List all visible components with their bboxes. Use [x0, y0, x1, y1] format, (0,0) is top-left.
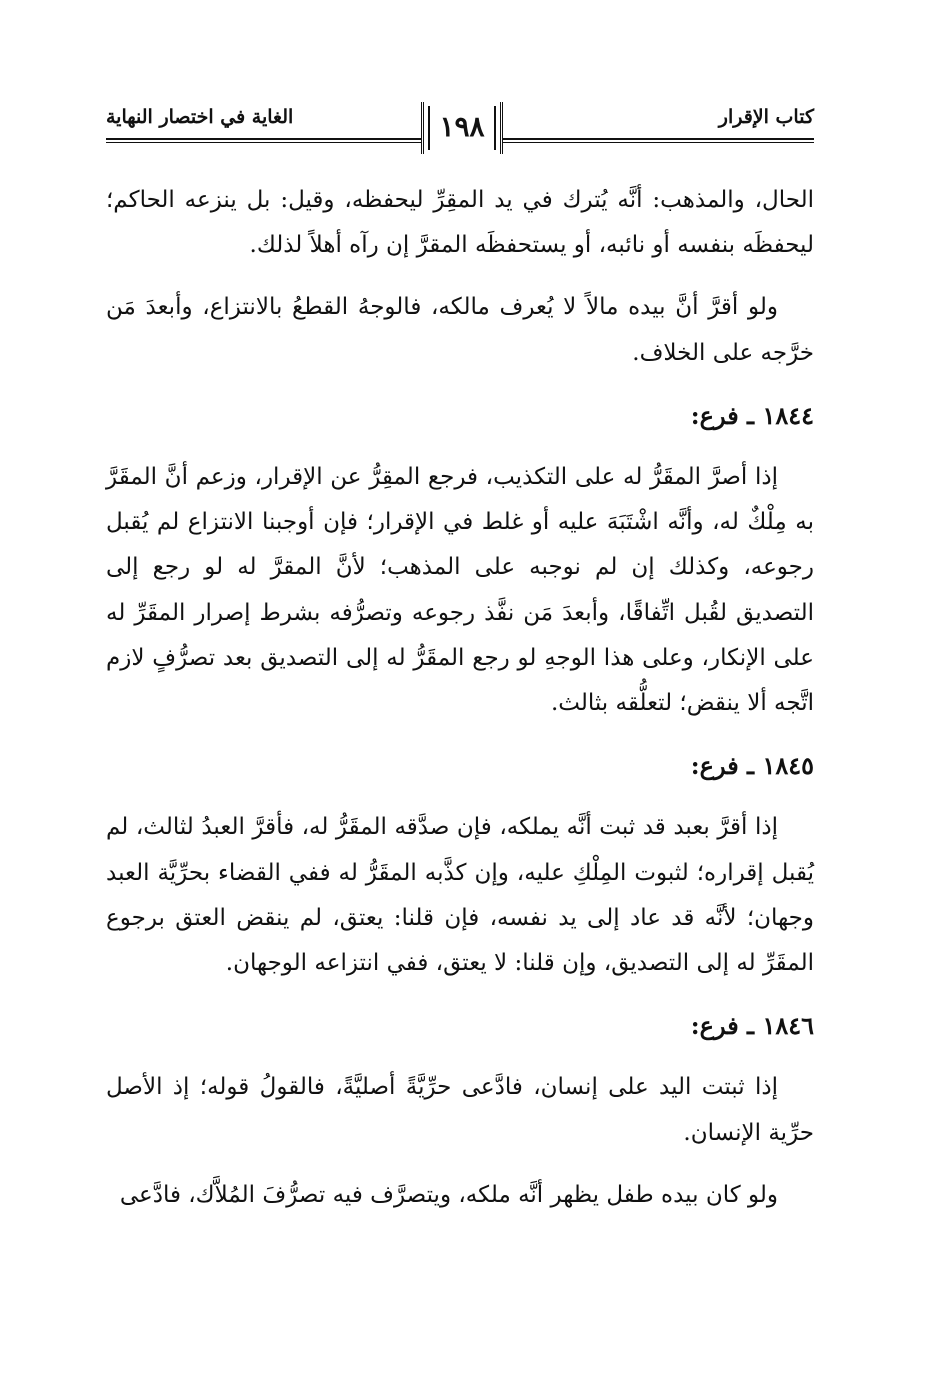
chapter-title: كتاب الإقرار [718, 106, 814, 128]
paragraph-5: إذا ثبتت اليد على إنسان، فادَّعى حرِّيَّةً أصليَّةً، فالقولُ قوله؛ إذ الأصل حرِّية الإنسان. [106, 1074, 814, 1146]
branch-heading-1844: ١٨٤٤ ـ فرع: [690, 400, 814, 430]
page-header [106, 100, 814, 160]
book-title: الغاية في اختصار النهاية [106, 106, 294, 128]
page-body [106, 178, 814, 1235]
branch-heading-1845: ١٨٤٥ ـ فرع: [690, 751, 814, 781]
paragraph-4: إذا أقرَّ بعبد قد ثبت أنَّه يملكه، فإن صدَّقه المقَرُّ له، فأقرَّ العبدُ لثالث، لم يُقبل إقراره؛ لثبوت المِلْكِ عليه، وإن كذَّبه المقَرُّ له ففي القضاء بحرِّيَّة العبد وجهان؛ لأنَّه قد عاد إلى يد نفسه، فإن قلنا: يعتق، لم ينقض العتق برجوع المقَرِّ له إلى التصديق، وإن قلنا: لا يعتق، ففي انتزاعه الوجهان. [106, 814, 814, 977]
page-number-frame [421, 102, 503, 154]
branch-heading-1846: ١٨٤٦ ـ فرع: [690, 1011, 814, 1041]
paragraph-2: ولو أقرَّ أنَّ بيده مالاً لا يُعرف مالكه، فالوجهُ القطعُ بالانتزاع، وأبعدَ مَن خرَّجه على الخلاف. [106, 294, 814, 366]
paragraph-1: الحال، والمذهب: أنَّه يُترك في يد المقِرِّ ليحفظه، وقيل: بل ينزعه الحاكم؛ ليحفظَه بنفسه أو نائبه، أو يستحفظَه المقرَّ إن رآه أهلاً لذلك. [106, 187, 814, 259]
paragraph-3: إذا أصرَّ المقَرُّ له على التكذيب، فرجع المقِرُّ عن الإقرار، وزعم أنَّ المقَرَّ به مِلْكٌ له، وأنَّه اشْتَبَهَ عليه أو غلط في الإقرار؛ فإن أوجبنا الانتزاع لم يُقبل رجوعه، وكذلك إن لم نوجبه على المذهب؛ لأنَّ المقرَّ له لو رجع إلى التصديق لقُبل اتِّفاقًا، وأبعدَ مَن نفَّذ رجوعه وتصرُّفه بشرط إصرار المقَرِّ له على الإنكار، وعلى هذا الوجهِ لو رجع المقَرُّ له إلى التصديق بعد تصرُّفٍ لازم اتَّجه ألا ينقض؛ لتعلُّقه بثالث. [106, 464, 814, 717]
page-number: ١٩٨ [439, 110, 485, 143]
paragraph-6: ولو كان بيده طفل يظهر أنَّه ملكه، ويتصرَّف فيه تصرُّفَ المُلاَّك، فادَّعى [119, 1181, 778, 1208]
